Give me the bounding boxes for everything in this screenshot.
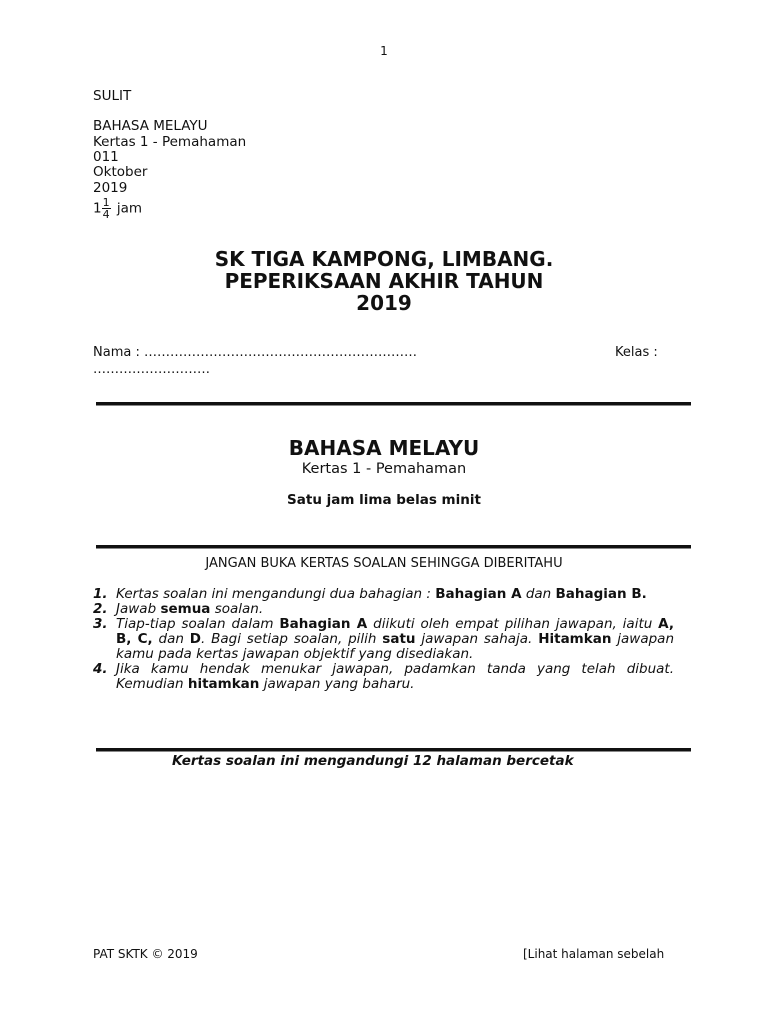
header-code: 011 — [93, 149, 119, 165]
exam-year: 2019 — [356, 291, 412, 315]
paper-title: Kertas 1 - Pemahaman — [301, 461, 467, 477]
header-year: 2019 — [93, 180, 128, 196]
fraction-denominator: 4 — [102, 208, 110, 221]
instruction-item: 2. Jawab semua soalan. — [93, 601, 264, 617]
header-subject: BAHASA MELAYU — [93, 118, 208, 134]
exam-name: PEPERIKSAAN AKHIR TAHUN — [224, 269, 544, 293]
duration-text: Satu jam lima belas minit — [287, 492, 481, 508]
divider-middle — [96, 545, 691, 549]
instructions-list — [93, 587, 674, 692]
duration-unit: jam — [116, 200, 143, 217]
name-field: Nama : ……………………………………………………… — [93, 345, 417, 360]
warning-text: JANGAN BUKA KERTAS SOALAN SEHINGGA DIBERITAHU — [205, 556, 563, 571]
footer-next-page: [Lihat halaman sebelah — [523, 947, 665, 961]
class-field: ……………………… — [93, 362, 210, 377]
instruction-item: 4. Jika kamu hendak menukar jawapan, padamkan tanda yang telah dibuat. Kemudian hitamkan jawapan yang baharu. — [93, 661, 674, 692]
instruction-item: 1. Kertas soalan ini mengandungi dua bahagian : Bahagian A dan Bahagian B. — [93, 586, 647, 602]
fraction-numerator: 1 — [102, 196, 110, 209]
header-paper: Kertas 1 - Pemahaman — [93, 134, 247, 150]
class-label: Kelas : — [615, 345, 658, 360]
page-count-note: Kertas soalan ini mengandungi 12 halaman bercetak — [172, 753, 574, 769]
school-name: SK TIGA KAMPONG, LIMBANG. — [214, 247, 554, 271]
header-month: Oktober — [93, 164, 148, 180]
header-duration — [93, 197, 142, 220]
divider-top — [96, 402, 691, 406]
school-heading — [0, 248, 768, 314]
duration-whole: 1 — [93, 200, 102, 217]
subject-title: BAHASA MELAYU — [288, 436, 480, 460]
footer-copyright: PAT SKTK © 2019 — [93, 947, 198, 961]
page-number: 1 — [380, 44, 388, 58]
classification-label: SULIT — [93, 88, 132, 104]
instruction-item: 3. Tiap-tiap soalan dalam Bahagian A diikuti oleh empat pilihan jawapan, iaitu A, B, C, dan D. Bagi setiap soalan, pilih satu jawapan sahaja. Hitamkan jawapan kamu pada kertas jawapan objektif yang disediakan. — [93, 616, 675, 662]
duration-fraction — [102, 197, 111, 220]
divider-bottom — [96, 748, 691, 752]
